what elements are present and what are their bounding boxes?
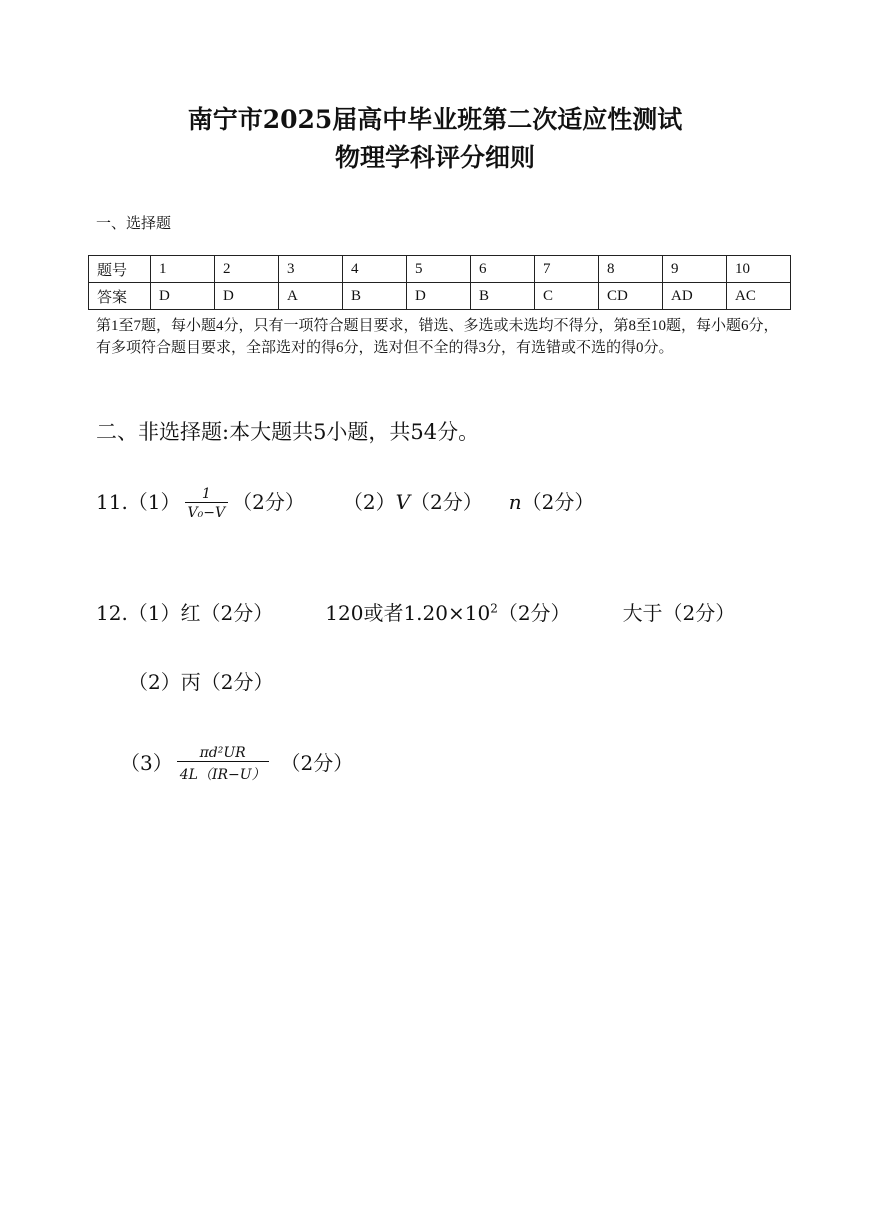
answer-cell: B — [343, 283, 407, 310]
scoring-note: 第1至7题，每小题4分，只有一项符合题目要求，错选、多选或未选均不得分，第8至10题，每小题6分，有多项符合题目要求，全部选对的得6分，选对但不全的得3分，有选错或不选的得0分。 — [96, 318, 779, 356]
document-title: 南宁市2025届高中毕业班第二次适应性测试 — [187, 105, 683, 134]
q12-fraction-numerator: πd²UR — [199, 745, 246, 761]
answer-row — [89, 283, 791, 310]
answer-cell: CD — [599, 283, 663, 310]
question-number-cell: 4 — [343, 256, 407, 283]
question-number-cell: 2 — [215, 256, 279, 283]
question-12-part3-answer — [120, 745, 353, 784]
question-11-answer — [96, 486, 594, 521]
q11-score-2: （2分） — [410, 490, 483, 514]
q12-fraction — [177, 745, 269, 784]
answer-cell: B — [471, 283, 535, 310]
question-number-cell: 3 — [279, 256, 343, 283]
question-number-cell: 1 — [151, 256, 215, 283]
q12-value-score: （2分） — [497, 601, 571, 625]
q12-compare: 大于（2分） — [622, 601, 736, 625]
answer-cell: D — [151, 283, 215, 310]
answer-cell: A — [279, 283, 343, 310]
q12-part1-label: 12.（1）红（2分） — [96, 601, 274, 625]
answer-cell: C — [535, 283, 599, 310]
q11-part2-variable: V — [395, 490, 411, 514]
q11-part2-label: （2） — [342, 490, 396, 514]
document-subtitle: 物理学科评分细则 — [334, 143, 535, 172]
question-number-cell: 10 — [727, 256, 791, 283]
answer-cell: AD — [663, 283, 727, 310]
question-number-cell: 6 — [471, 256, 535, 283]
q11-fraction-denominator: V₀−V — [185, 502, 229, 521]
question-number-cell: 5 — [407, 256, 471, 283]
q11-score-1: （2分） — [232, 490, 305, 514]
table-header-cell: 题号 — [89, 256, 151, 283]
section-heading-choice: 一、选择题 — [96, 214, 172, 232]
table-header-cell: 答案 — [89, 283, 151, 310]
question-number-cell: 9 — [663, 256, 727, 283]
q12-part3-label: （3） — [120, 751, 173, 775]
question-12-part1-answer — [96, 597, 735, 626]
q11-score-3: （2分） — [521, 490, 595, 514]
answer-cell: D — [407, 283, 471, 310]
q11-fraction-numerator: 1 — [201, 486, 211, 502]
question-number-cell: 8 — [599, 256, 663, 283]
answer-table — [88, 255, 791, 310]
question-number-cell: 7 — [535, 256, 599, 283]
q11-fraction — [185, 486, 229, 521]
q12-value: 120或者1.20×10 — [325, 601, 491, 625]
q12-part3-score: （2分） — [280, 751, 354, 775]
section-heading-nonchoice: 二、非选择题:本大题共5小题，共54分。 — [96, 420, 480, 444]
q11-part2-variable-2: n — [508, 490, 522, 514]
question-12-part2-answer: （2）丙（2分） — [128, 670, 274, 694]
answer-cell: AC — [727, 283, 791, 310]
question-number-row — [89, 256, 791, 283]
q11-label: 11.（1） — [96, 490, 181, 514]
answer-cell: D — [215, 283, 279, 310]
q12-value-exponent: 2 — [490, 601, 498, 616]
q12-fraction-denominator: 4L（IR−U） — [177, 761, 269, 784]
